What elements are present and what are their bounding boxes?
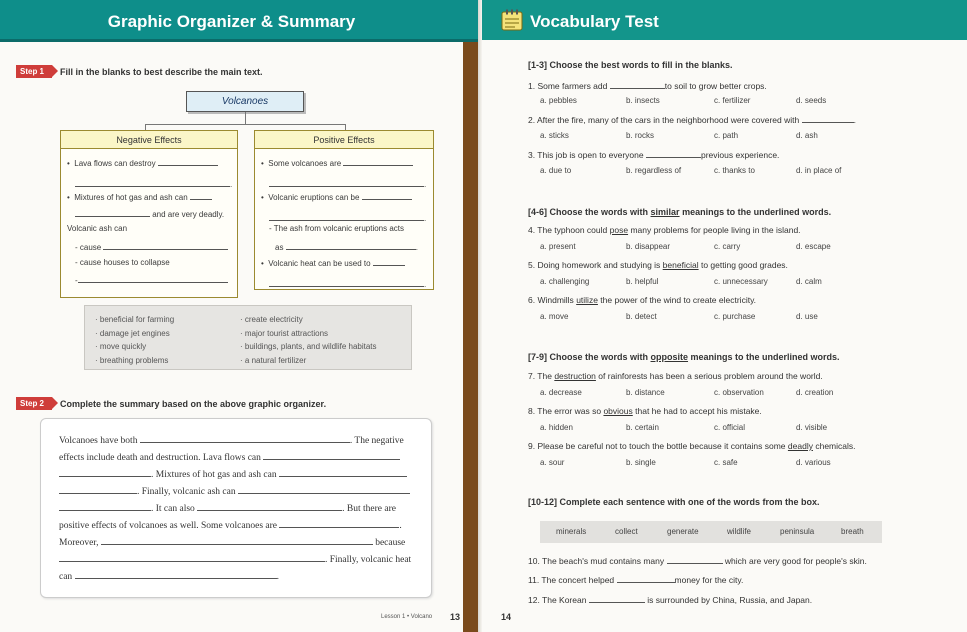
answer-blank[interactable] bbox=[238, 485, 410, 494]
footer-lesson: Lesson 1 • Volcano bbox=[381, 614, 433, 620]
question-10: 10. The beach's mud contains many which are very good for people's skin. bbox=[528, 556, 867, 566]
question-7: 7. The destruction of rainforests has been a serious problem around the world. bbox=[528, 371, 823, 381]
option[interactable]: b. detect bbox=[626, 312, 657, 321]
section-2-title: [4-6] Choose the words with similar meanings to the underlined words. bbox=[528, 207, 832, 217]
word-bank-item: minerals bbox=[556, 527, 587, 536]
answer-blank[interactable] bbox=[263, 451, 400, 460]
right-page bbox=[482, 0, 967, 632]
option[interactable]: b. disappear bbox=[626, 242, 671, 251]
step1-tag: Step 1 bbox=[16, 65, 52, 78]
answer-blank[interactable] bbox=[140, 434, 350, 443]
positive-item-3: • Volcanic heat can be used to bbox=[261, 257, 405, 268]
answer-blank[interactable] bbox=[589, 594, 645, 603]
option[interactable]: a. sour bbox=[540, 458, 565, 467]
option[interactable]: b. helpful bbox=[626, 277, 659, 286]
page-number-left: 13 bbox=[450, 612, 461, 622]
question-3: 3. This job is open to everyone previous experience. bbox=[528, 150, 780, 160]
answer-blank[interactable] bbox=[75, 178, 230, 187]
option[interactable]: a. move bbox=[540, 312, 569, 321]
answer-blank[interactable] bbox=[59, 468, 151, 477]
word-bank-item: breath bbox=[841, 527, 864, 536]
option[interactable]: c. observation bbox=[714, 388, 764, 397]
option[interactable]: c. safe bbox=[714, 458, 738, 467]
answer-blank[interactable] bbox=[802, 114, 854, 123]
answer-blank[interactable] bbox=[286, 241, 416, 250]
answer-blank[interactable] bbox=[279, 468, 407, 477]
section-3-title: [7-9] Choose the words with opposite meanings to the underlined words. bbox=[528, 352, 840, 362]
option[interactable]: d. visible bbox=[796, 423, 828, 432]
option[interactable]: d. various bbox=[796, 458, 831, 467]
question-5: 5. Doing homework and studying is beneficial to getting good grades. bbox=[528, 260, 788, 270]
left-paper bbox=[0, 42, 463, 632]
answer-blank[interactable] bbox=[269, 278, 424, 287]
question-4: 4. The typhoon could pose many problems for people living in the island. bbox=[528, 225, 801, 235]
option[interactable]: d. creation bbox=[796, 388, 834, 397]
option[interactable]: a. due to bbox=[540, 166, 572, 175]
left-page bbox=[0, 0, 482, 632]
positive-effects-box: Positive Effects • Some volcanoes are . • Volcanic eruptions can be . - The ash from volcanic eruptions acts as . • Volcanic heat can be used to . bbox=[254, 130, 434, 290]
option[interactable]: c. purchase bbox=[714, 312, 756, 321]
option[interactable]: d. ash bbox=[796, 131, 818, 140]
question-1: 1. Some farmers add to soil to grow better crops. bbox=[528, 81, 767, 91]
answer-blank[interactable] bbox=[610, 80, 665, 89]
answer-blank[interactable] bbox=[343, 157, 413, 166]
negative-effects-title: Negative Effects bbox=[61, 131, 237, 149]
answer-blank[interactable] bbox=[59, 553, 325, 562]
answer-blank[interactable] bbox=[78, 274, 228, 283]
question-11: 11. The concert helped money for the city. bbox=[528, 575, 744, 585]
word-bank-item: generate bbox=[667, 527, 699, 536]
answer-blank[interactable] bbox=[269, 212, 424, 221]
answer-blank[interactable] bbox=[103, 241, 228, 250]
question-2: 2. After the fire, many of the cars in the neighborhood were covered with . bbox=[528, 115, 856, 125]
option[interactable]: a. challenging bbox=[540, 277, 590, 286]
option[interactable]: c. unnecessary bbox=[714, 277, 768, 286]
option[interactable]: c. path bbox=[714, 131, 739, 140]
option[interactable]: c. thanks to bbox=[714, 166, 755, 175]
option[interactable]: a. sticks bbox=[540, 131, 569, 140]
positive-effects-title: Positive Effects bbox=[255, 131, 433, 149]
positive-item-2: • Volcanic eruptions can be bbox=[261, 191, 412, 202]
option[interactable]: c. official bbox=[714, 423, 745, 432]
negative-item-1: • Lava flows can destroy bbox=[67, 157, 218, 168]
answer-blank[interactable] bbox=[59, 485, 137, 494]
answer-blank[interactable] bbox=[373, 257, 405, 266]
connector-line bbox=[145, 124, 345, 125]
notebook-icon bbox=[501, 9, 523, 31]
option[interactable]: d. calm bbox=[796, 277, 822, 286]
option[interactable]: a. present bbox=[540, 242, 576, 251]
phrase-bank-col1: · beneficial for farming · damage jet engines · move quickly · breathing problems bbox=[95, 315, 175, 365]
summary-box: Volcanoes have both . The negative effects include death and destruction. Lava flows can . Mixtures of hot gas and ash can . Finally, volcanic ash can . It can also . But there are positive effects of volcanoes as well. Some volcanoes are . Moreover, because . Finally, volcanic heat can . bbox=[40, 418, 432, 598]
option[interactable]: d. seeds bbox=[796, 96, 827, 105]
option[interactable]: c. carry bbox=[714, 242, 741, 251]
option[interactable]: d. in place of bbox=[796, 166, 842, 175]
topic-box: Volcanoes bbox=[186, 91, 304, 112]
answer-blank[interactable] bbox=[75, 208, 150, 217]
connector-line bbox=[245, 112, 246, 124]
option[interactable]: a. decrease bbox=[540, 388, 582, 397]
option[interactable]: d. escape bbox=[796, 242, 831, 251]
negative-item-3: Volcanic ash can bbox=[67, 224, 128, 233]
section-1-title: [1-3] Choose the best words to fill in the blanks. bbox=[528, 60, 733, 70]
option[interactable]: c. fertilizer bbox=[714, 96, 751, 105]
question-8: 8. The error was so obvious that he had to accept his mistake. bbox=[528, 406, 762, 416]
option[interactable]: b. insects bbox=[626, 96, 660, 105]
positive-item-1: • Some volcanoes are bbox=[261, 157, 413, 168]
phrase-bank bbox=[84, 305, 412, 370]
question-6: 6. Windmills utilize the power of the wind to create electricity. bbox=[528, 295, 757, 305]
answer-blank[interactable] bbox=[158, 157, 218, 166]
question-9: 9. Please be careful not to touch the bottle because it contains some deadly chemicals. bbox=[528, 441, 856, 451]
answer-blank[interactable] bbox=[362, 191, 412, 200]
option[interactable]: a. hidden bbox=[540, 423, 573, 432]
word-bank-item: collect bbox=[615, 527, 638, 536]
option[interactable]: a. pebbles bbox=[540, 96, 577, 105]
step2-instruction: Complete the summary based on the above graphic organizer. bbox=[60, 399, 327, 409]
option[interactable]: b. regardless of bbox=[626, 166, 682, 175]
answer-blank[interactable] bbox=[75, 570, 277, 579]
option[interactable]: b. distance bbox=[626, 388, 665, 397]
word-bank-item: peninsula bbox=[780, 527, 815, 536]
right-header-title: Vocabulary Test bbox=[530, 12, 659, 31]
negative-effects-box: Negative Effects • Lava flows can destroy . • Mixtures of hot gas and ash can and are very deadly. Volcanic ash can - cause - cause houses to collapse - bbox=[60, 130, 238, 298]
answer-blank[interactable] bbox=[617, 574, 675, 583]
page-number-right: 14 bbox=[501, 612, 512, 622]
option[interactable]: b. rocks bbox=[626, 131, 655, 140]
word-bank bbox=[540, 521, 882, 543]
left-header-title: Graphic Organizer & Summary bbox=[107, 12, 356, 31]
answer-blank[interactable] bbox=[59, 502, 151, 511]
word-bank-item: wildlife bbox=[727, 527, 752, 536]
answer-blank[interactable] bbox=[269, 178, 424, 187]
right-header bbox=[482, 0, 967, 40]
answer-blank[interactable] bbox=[279, 519, 399, 528]
left-header bbox=[0, 0, 482, 42]
answer-blank[interactable] bbox=[197, 502, 342, 511]
answer-blank[interactable] bbox=[101, 536, 373, 545]
question-12: 12. The Korean is surrounded by China, Russia, and Japan. bbox=[528, 595, 813, 605]
answer-blank[interactable] bbox=[646, 149, 701, 158]
option[interactable]: b. certain bbox=[626, 423, 659, 432]
answer-blank[interactable] bbox=[667, 555, 723, 564]
option[interactable]: d. use bbox=[796, 312, 818, 321]
section-4-title: [10-12] Complete each sentence with one of the words from the box. bbox=[528, 497, 820, 507]
phrase-bank-col2: · create electricity · major tourist attractions · buildings, plants, and wildlife habitats · a natural fertilizer bbox=[240, 315, 377, 365]
answer-blank[interactable] bbox=[190, 191, 212, 200]
negative-item-2: • Mixtures of hot gas and ash can bbox=[67, 191, 212, 202]
step2-tag: Step 2 bbox=[16, 397, 52, 410]
step1-instruction: Fill in the blanks to best describe the main text. bbox=[60, 67, 263, 77]
option[interactable]: b. single bbox=[626, 458, 656, 467]
